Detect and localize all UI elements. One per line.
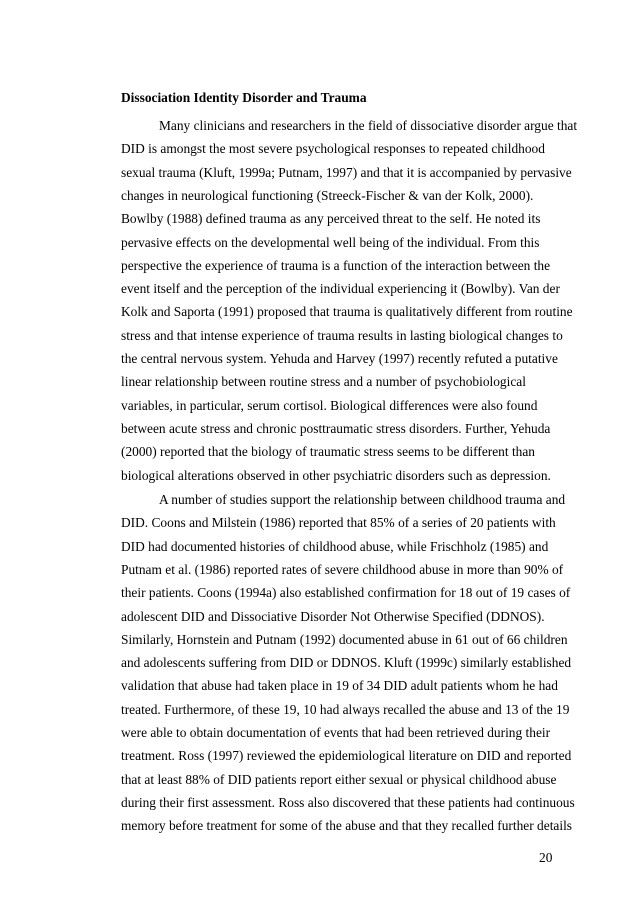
paragraph-line: adolescent DID and Dissociative Disorder Not Otherwise Specified (DDNOS). (121, 608, 545, 624)
paragraph-line: stress and that intense experience of trauma results in lasting biological changes to (121, 327, 563, 343)
paragraph-line: linear relationship between routine stress and a number of psychobiological (121, 374, 526, 390)
paragraph-line: treatment. Ross (1997) reviewed the epidemiological literature on DID and reported (121, 748, 572, 764)
paragraph-line: between acute stress and chronic posttraumatic stress disorders. Further, Yehuda (121, 420, 551, 436)
paragraph-line: the central nervous system. Yehuda and Harvey (1997) recently refuted a putative (121, 351, 558, 366)
page-number: 20 (539, 850, 553, 865)
paragraph-line: (2000) reported that the biology of traumatic stress seems to be different than (121, 444, 535, 460)
paragraph-line: event itself and the perception of the individual experiencing it (Bowlby). Van der (121, 281, 560, 297)
paragraph-line: DID. Coons and Milstein (1986) reported that 85% of a series of 20 patients with (121, 515, 556, 531)
paragraph-line: their patients. Coons (1994a) also established confirmation for 18 out of 19 cases of (121, 585, 571, 601)
paragraph-line: Putnam et al. (1986) reported rates of severe childhood abuse in more than 90% of (121, 561, 564, 577)
section-heading: Dissociation Identity Disorder and Trauma (121, 90, 367, 105)
paragraph-line: treated. Furthermore, of these 19, 10 had always recalled the abuse and 13 of the 19 (121, 701, 570, 717)
paragraph-line: perspective the experience of trauma is a function of the interaction between the (121, 257, 551, 273)
paragraph-line: memory before treatment for some of the abuse and that they recalled further details (121, 818, 573, 834)
paragraph-line: Similarly, Hornstein and Putnam (1992) documented abuse in 61 out of 66 children (121, 631, 568, 647)
paragraph-line: pervasive effects on the developmental well being of the individual. From this (121, 234, 540, 250)
paragraph-line: sexual trauma (Kluft, 1999a; Putnam, 1997) and that it is accompanied by pervasive (121, 164, 572, 180)
paragraph-line: A number of studies support the relationship between childhood trauma and (159, 492, 566, 507)
paragraph-line: that at least 88% of DID patients report either sexual or physical childhood abuse (121, 771, 557, 787)
paragraph-line: biological alterations observed in other psychiatric disorders such as depression. (121, 467, 551, 483)
paragraph-line: were able to obtain documentation of events that had been retrieved during their (121, 725, 551, 740)
paragraph-line: Bowlby (1988) defined trauma as any perceived threat to the self. He noted its (121, 211, 541, 227)
paragraph-line: Kolk and Saporta (1991) proposed that trauma is qualitatively different from routine (121, 304, 573, 320)
paragraph-line: and adolescents suffering from DID or DDNOS. Kluft (1999c) similarly established (121, 655, 572, 671)
paragraph-line: DID had documented histories of childhood abuse, while Frischholz (1985) and (121, 538, 549, 554)
paragraph-line: changes in neurological functioning (Streeck-Fischer & van der Kolk, 2000). (121, 187, 534, 203)
paragraph-line: Many clinicians and researchers in the field of dissociative disorder argue that (159, 118, 578, 133)
paragraph-line: during their first assessment. Ross also discovered that these patients had continuous (121, 794, 575, 810)
paragraph-line: variables, in particular, serum cortisol. Biological differences were also found (121, 397, 538, 413)
paragraph-line: validation that abuse had taken place in 19 of 34 DID adult patients whom he had (121, 678, 558, 694)
paragraph-line: DID is amongst the most severe psychological responses to repeated childhood (121, 141, 545, 157)
